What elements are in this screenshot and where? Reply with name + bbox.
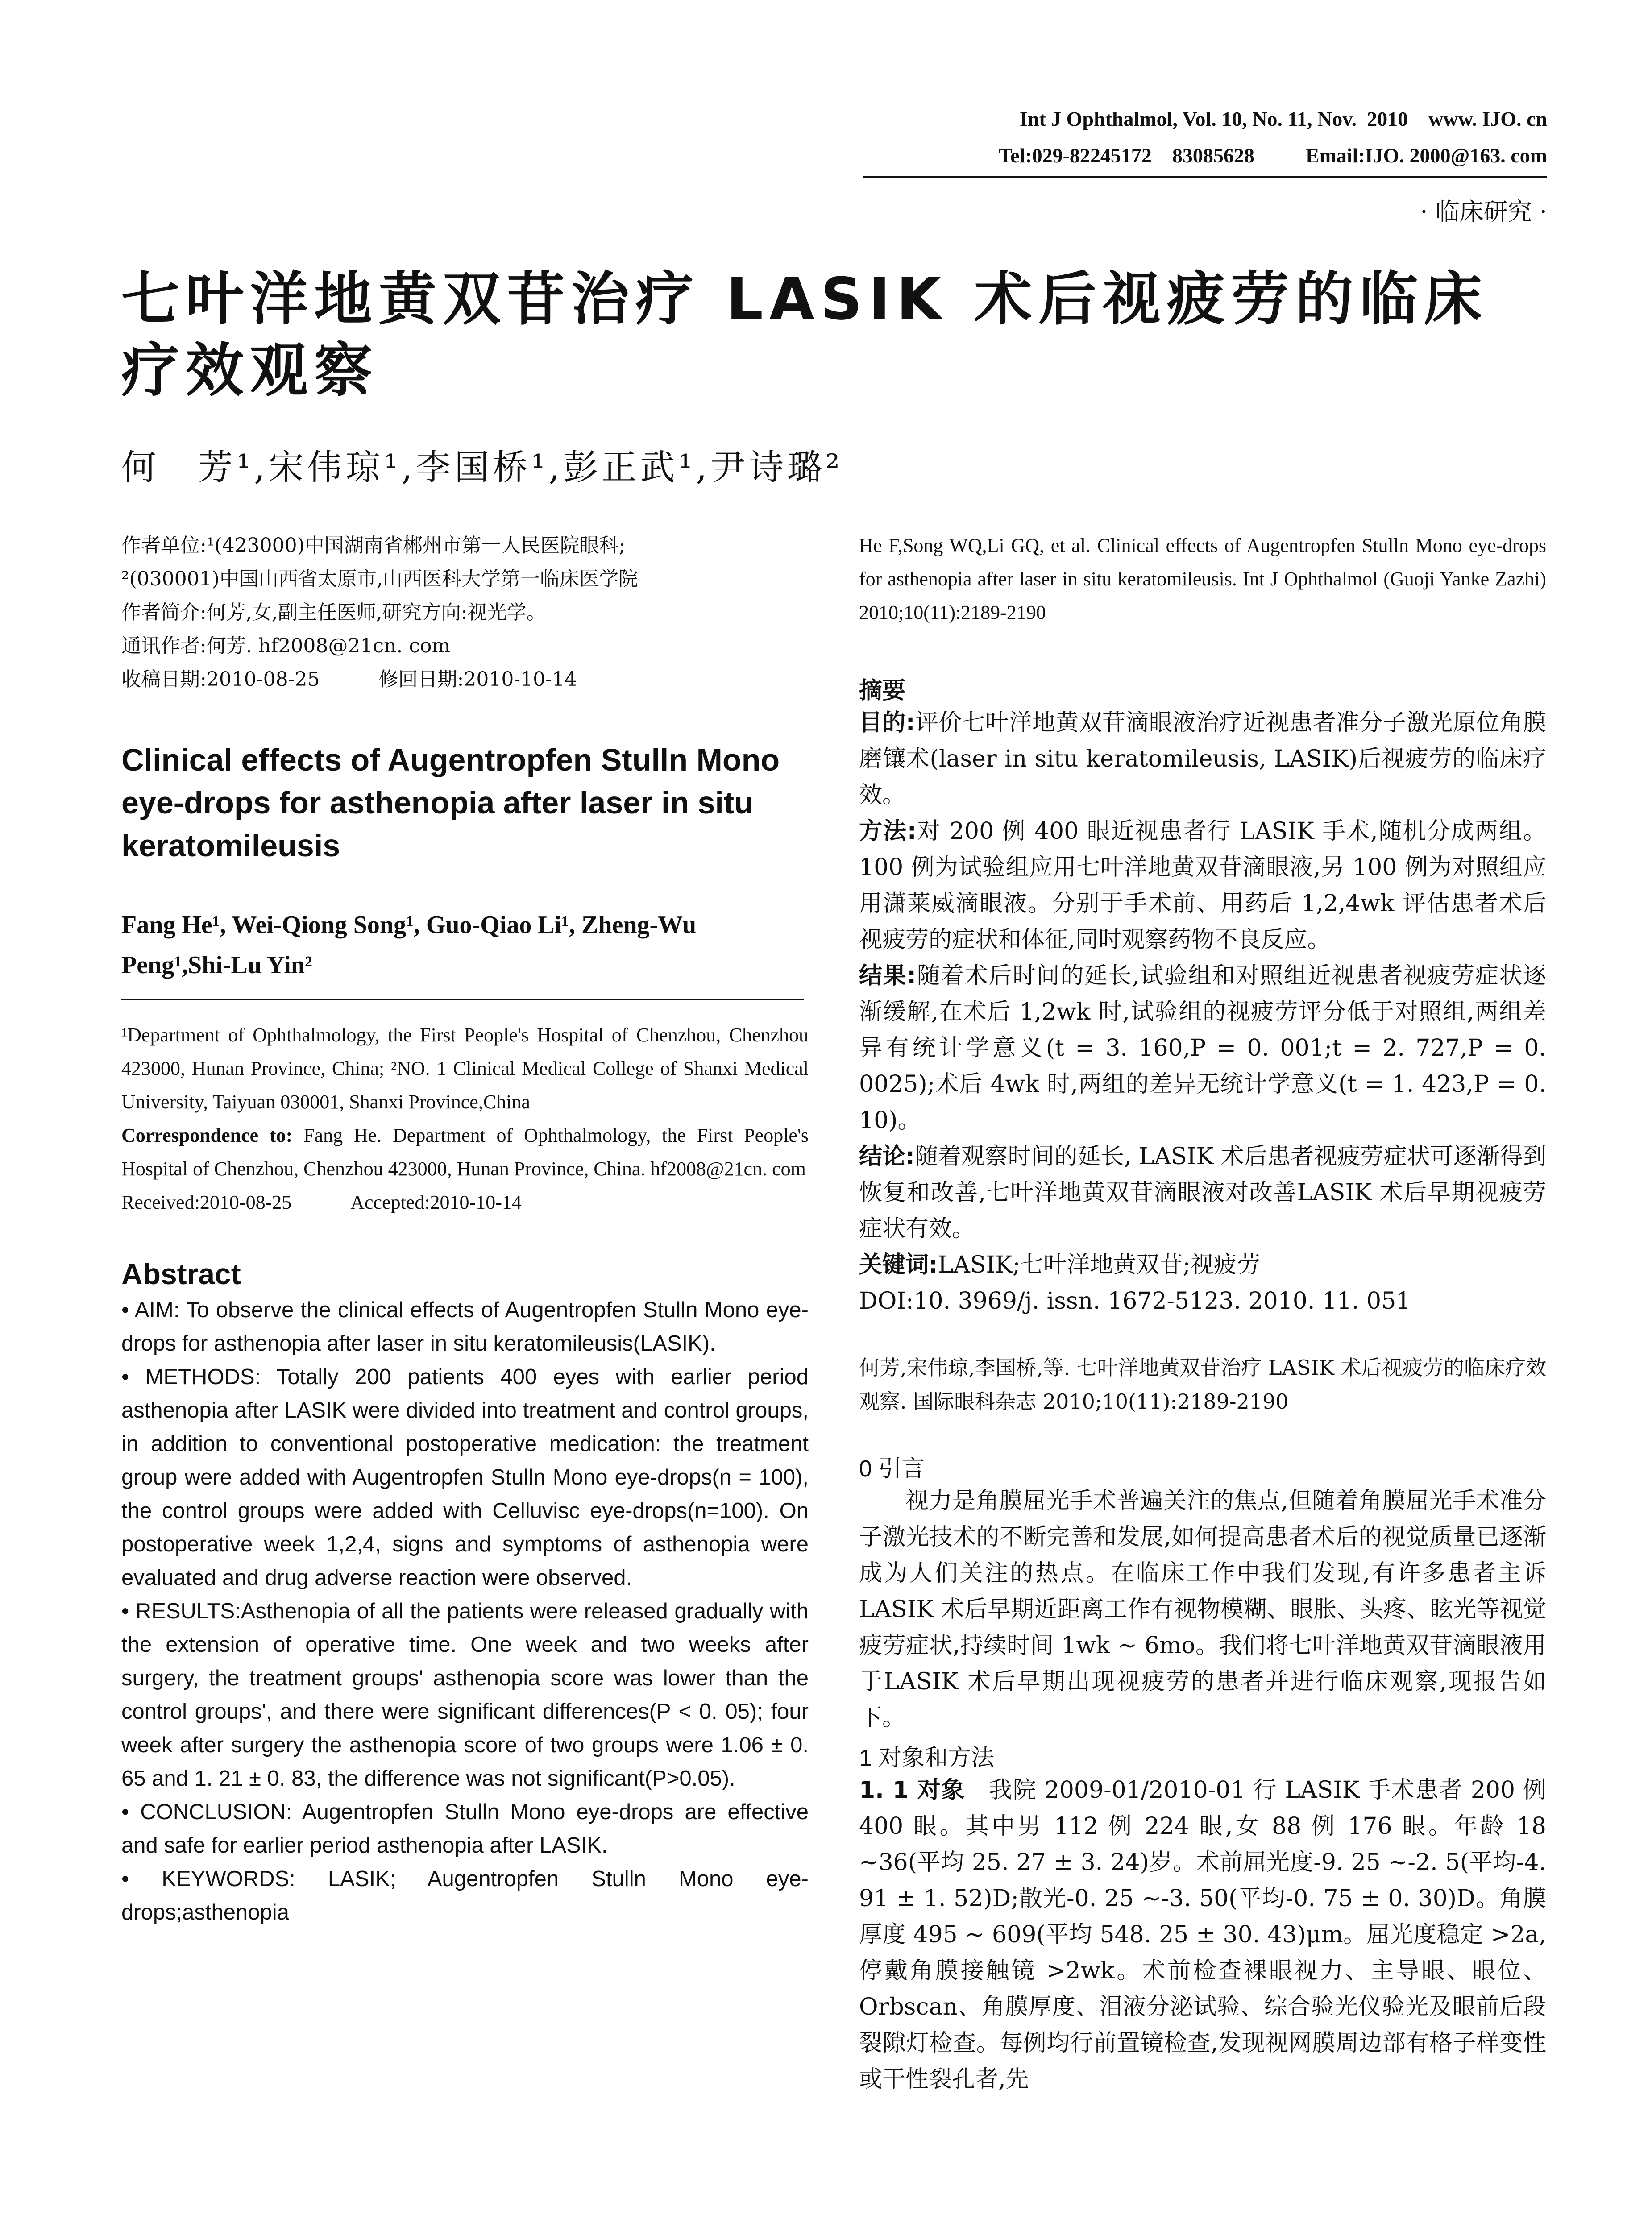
authors-en: Fang He¹, Wei-Qiong Song¹, Guo-Qiao Li¹, Zheng-Wu Peng¹,Shi-Lu Yin² [121,911,697,979]
article-title-en: Clinical effects of Augentropfen Stulln Mono eye-drops for asthenopia after laser in situ keratomileusis [121,742,780,863]
journal-header-line1: Int J Ophthalmol, Vol. 10, No. 11, Nov. 2010 www. IJO. cn [1019,108,1547,130]
keywords-label-cn: 关键词: [859,1252,938,1278]
abstract-results-cn: 结果:随着术后时间的延长,试验组和对照组近视患者视疲劳症状逐渐缓解,在术后 1,2wk 时,试验组的视疲劳评分低于对照组,两组差异有统计学意义(t = 3. 160,P = 0. 001;t = 2. 727,P = 0. 0025);术后 4wk 时,两组的差异无统计学意义(t = 1. 423,P = 0. 10)。 [859,962,1546,1134]
correspondence-text: Fang He. Department of Ophthalmology, the First People's Hospital of Chenzhou, Chenzhou 423000, Hunan Province, China. hf2008@21cn. com [121,1124,809,1180]
abstract-en [121,1294,809,1929]
abstract-methods-en: • METHODS: Totally 200 patients 400 eyes with earlier period asthenopia after LASIK were divided into treatment and control groups, in addition to conventional postoperative medication: the treatment group were added with Augentropfen Stulln Mono eye-drops(n = 100), the control groups were added with Celluvisc eye-drops(n=100). On postoperative week 1,2,4, signs and symptoms of asthenopia were evaluated and drug adverse reaction were observed. [121,1365,809,1590]
abstract-cn [859,705,1546,1319]
affiliation-en: ¹Department of Ophthalmology, the First People's Hospital of Chenzhou, Chenzhou 423000, Hunan Province, China; ²NO. 1 Clinical Medical College of Shanxi Medical University, Taiyuan 030001, Shanxi Province,China [121,1024,809,1113]
methods-text: 1. 1 对象 我院 2009-01/2010-01 行 LASIK 手术患者 200 例 400 眼。其中男 112 例 224 眼,女 88 例 176 眼。年龄 18 ~36(平均 25. 27 ± 3. 24)岁。术前屈光度-9. 25 ~-2. 5(平均-4. 91 ± 1. 52)D;散光-0. 25 ~-3. 50(平均-0. 75 ± 0. 30)D。角膜厚度 495 ~ 609(平均 548. 25 ± 30. 43)μm。屈光度稳定 >2a,停戴角膜接触镜 >2wk。术前检查裸眼视力、主导眼、眼位、Orbscan、角膜厚度、泪液分泌试验、综合验光仪验光及眼前后段裂隙灯检查。每例均行前置镜检查,发现视网膜周边部有格子样变性或干性裂孔者,先 [859,1777,1546,2093]
correspondence [121,1119,809,1186]
affiliation-cn-line: 通讯作者:何芳. hf2008@21cn. com [121,634,451,657]
affiliation-cn-line: ²(030001)中国山西省太原市,山西医科大学第一临床医学院 [121,568,638,590]
authors-cn: 何 芳¹,宋伟琼¹,李国桥¹,彭正武¹,尹诗璐² [121,448,843,488]
abstract-heading-en: Abstract [121,1257,241,1290]
section-tag: · 临床研究 · [1420,198,1547,226]
conclusion-label-cn: 结论: [859,1143,915,1170]
abstract-heading-cn: 摘要 [859,677,906,704]
right-column [859,529,1546,2098]
citation-en: He F,Song WQ,Li GQ, et al. Clinical effects of Augentropfen Stulln Mono eye-drops for asthenopia after laser in situ keratomileusis. Int J Ophthalmol (Guoji Yanke Zazhi) 2010;10(11):2189-2190 [859,535,1546,623]
author-rule [121,999,804,1000]
intro-text: 视力是角膜屈光手术普遍关注的焦点,但随着角膜屈光手术准分子激光技术的不断完善和发展,如何提高患者术后的视觉质量已逐渐成为人们关注的热点。在临床工作中我们发现,有许多患者主诉 LASIK 术后早期近距离工作有视物模糊、眼胀、头疼、眩光等视觉疲劳症状,持续时间 1wk ~ 6mo。我们将七叶洋地黄双苷滴眼液用于LASIK 术后早期出现视疲劳的患者并进行临床观察,现报告如下。 [859,1488,1546,1731]
citation-cn: 何芳,宋伟琼,李国桥,等. 七叶洋地黄双苷治疗 LASIK 术后视疲劳的临床疗效观察. 国际眼科杂志 2010;10(11):2189-2190 [859,1356,1546,1414]
doi: DOI:10. 3969/j. issn. 1672-5123. 2010. 11. 051 [859,1288,1411,1315]
article-title-cn: 七叶洋地黄双苷治疗 LASIK 术后视疲劳的临床疗效观察 [121,265,1488,404]
results-label-cn: 结果: [859,962,917,989]
abstract-keywords-cn: 关键词:LASIK;七叶洋地黄双苷;视疲劳 [859,1252,1260,1278]
abstract-conclusion-en: • CONCLUSION: Augentropfen Stulln Mono eye-drops are effective and safe for earlier period asthenopia after LASIK. [121,1800,809,1858]
affiliation-cn [121,529,809,696]
methods-sub-label: 1. 1 对象 [859,1777,965,1804]
affiliation-cn-line: 作者简介:何芳,女,副主任医师,研究方向:视光学。 [121,601,546,624]
methods-label-cn: 方法: [859,818,917,845]
abstract-aim-cn: 目的:评价七叶洋地黄双苷滴眼液治疗近视患者准分子激光原位角膜磨镶术(laser in situ keratomileusis, LASIK)后视疲劳的临床疗效。 [859,709,1546,809]
journal-header-line2: Tel:029-82245172 83085628 Email:IJO. 2000@163. com [998,144,1547,167]
abstract-keywords-en: • KEYWORDS: LASIK; Augentropfen Stulln Mono eye-drops;asthenopia [121,1867,809,1924]
abstract-aim-en: • AIM: To observe the clinical effects of Augentropfen Stulln Mono eye-drops for asthenopia after laser in situ keratomileusis(LASIK). [121,1298,809,1356]
affiliation-cn-line: 收稿日期:2010-08-25 修回日期:2010-10-14 [121,668,577,691]
abstract-results-en: • RESULTS:Asthenopia of all the patients were released gradually with the extension of operative time. One week and two weeks after surgery, the treatment groups' asthenopia score was lower than the control groups', and there were significant differences(P < 0. 05); four week after surgery the asthenopia score of two groups were 1.06 ± 0. 65 and 1. 21 ± 0. 83, the difference was not significant(P>0.05). [121,1599,809,1791]
header-rule [863,176,1547,178]
methods-heading: 1 对象和方法 [859,1745,995,1771]
abstract-methods-cn: 方法:对 200 例 400 眼近视患者行 LASIK 手术,随机分成两组。100 例为试验组应用七叶洋地黄双苷滴眼液,另 100 例为对照组应用潇莱威滴眼液。分别于手术前、用药后 1,2,4wk 评估患者术后视疲劳的症状和体征,同时观察药物不良反应。 [859,818,1546,953]
aim-label-cn: 目的: [859,709,915,736]
affiliation-cn-line: 作者单位:¹(423000)中国湖南省郴州市第一人民医院眼科; [121,534,626,557]
correspondence-label: Correspondence to: [121,1124,293,1146]
abstract-conclusion-cn: 结论:随着观察时间的延长, LASIK 术后患者视疲劳症状可逐渐得到恢复和改善,七叶洋地黄双苷滴眼液对改善LASIK 术后早期视疲劳症状有效。 [859,1143,1546,1242]
intro-heading: 0 引言 [859,1456,925,1482]
received-dates-en: Received:2010-08-25 Accepted:2010-10-14 [121,1191,522,1213]
left-column [121,529,809,1929]
